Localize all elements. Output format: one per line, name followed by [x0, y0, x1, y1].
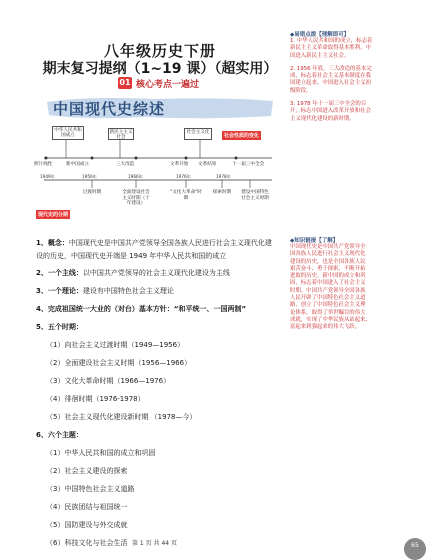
tl-phase: 照片线性 [34, 162, 53, 167]
sidebar-line: 建设的历史，也是全国各族人民 [290, 258, 366, 265]
tl-year: 1976年 [176, 174, 191, 179]
sidebar-line: 国进入新民主主义社会。 [290, 52, 350, 59]
tl-year: 1949年 [40, 174, 55, 179]
sidebar-line: 1. 中华人民共和国的成立，标志着 [290, 38, 373, 44]
banner-title: 中国现代史综述 [53, 100, 166, 118]
tl-period: 建设中国特色社会主义时期 [241, 190, 269, 201]
section-badge [118, 76, 199, 90]
tl-period: "文化大革命"时期 [170, 190, 202, 201]
tl-phase: 十一届三中全会 [232, 162, 265, 167]
sidebar-knowledge-heading: ◆知识链接【了解】 [290, 238, 339, 244]
tl-box-newdem: 新民主主义社会 [109, 129, 133, 140]
sidebar-knowledge [290, 236, 400, 332]
sidebar-line: 成就，实现了中华民族从站起来、 [290, 316, 371, 323]
banner [45, 96, 275, 120]
sidebar-tips-body [290, 38, 400, 123]
outline-line: （5）国防建设与外交成就 [46, 521, 128, 529]
tl-phase: 三大改造 [116, 162, 135, 167]
outline-line: （3）文化大革命时期（1966—1976） [46, 377, 171, 385]
tl-box-socialism: 社会主义化 [184, 128, 212, 140]
outline-line: （2）全面建设社会主义时期（1956—1966） [46, 359, 192, 367]
page-subtitle: 期末复习提纲（1~19 课）（超实用） [42, 61, 278, 77]
sidebar-line: 级阶段。 [290, 87, 312, 94]
sidebar-line: 人民开辟了中国特色社会主义道 [290, 295, 366, 302]
outline-line: 2、一个主线：以中国共产党领导的社会主义现代化建设为主线 [36, 269, 230, 277]
outline-line: （3）中国特色社会主义道路 [46, 485, 135, 493]
sidebar-line: 新民主主义革命取得基本胜利，中 [290, 45, 371, 52]
tl-phase: 文革开始 [170, 162, 189, 167]
tl-red-box: 社会性质的变化 [224, 133, 260, 139]
tl-phase: 新中国成立 [66, 162, 89, 167]
sidebar-line: 时期。中国共产党领导全国各族 [290, 287, 366, 294]
outline-line: （5）社会主义现代化建设新时期 （1978—今） [46, 413, 197, 421]
sidebar-line: 2. 1956 年底，三大改造的基本完 [290, 65, 372, 72]
sidebar-line: 中国现代史是中国共产党领导全 [290, 244, 366, 250]
outline-line: （2）社会主义建设的探索 [46, 467, 128, 475]
sidebar-line: 路，创立了中国特色社会主义理 [290, 302, 366, 309]
tl-year: 1978年 [216, 174, 231, 179]
sidebar-line: 富起来到强起来的伟大飞跃。 [290, 324, 361, 331]
sidebar-line: 3. 1978 年十一届三中全会的召 [290, 101, 367, 108]
sidebar-knowledge-body [290, 244, 400, 332]
outline-line: （1）向社会主义过渡时期（1949—1956） [46, 341, 185, 349]
sidebar-line: 主义现代化建设的新时期。 [290, 115, 355, 122]
outline-line: （4）徘徊时期（1976-1978） [46, 395, 145, 403]
outline-line: 6、六个主题： [36, 431, 83, 439]
tl-year: 1966年 [128, 174, 143, 179]
sidebar-line: 开，标志中国进入改革开放和社会 [290, 108, 371, 115]
outline-line: （4）民族团结与祖国统一 [46, 503, 128, 511]
sidebar-line: 艰苦奋斗、勇于探索、不断开拓 [290, 265, 366, 272]
timeline-diagram [36, 124, 276, 222]
outline-line: 设的历史，中国现代史开端是 1949 年中华人民共和国的成立 [36, 252, 227, 260]
tl-phase: 文革结束 [198, 162, 217, 167]
sidebar-line: 进取的历史。新中国的成立和巩 [290, 273, 366, 280]
sidebar-line: 成，标志着社会主义基本制度在我 [290, 73, 371, 80]
tl-box-prc: 中华人民共和国成立 [52, 126, 84, 140]
tl-year: 1956年 [82, 174, 97, 179]
tl-periodization-label: 现代史的分期 [38, 212, 69, 218]
outline-line: 5、五个时期： [36, 323, 83, 331]
section-label: 核心考点一遍过 [136, 79, 200, 90]
outline-line: 3、一个理论：建设有中国特色社会主义理论 [36, 287, 174, 295]
tl-period: 探索时期 [212, 190, 232, 195]
page-title: 八年级历史下册 [103, 42, 216, 60]
outline-line: 4、完成祖国统一大业的（对台）基本方针：“和平统一、一国两制” [36, 305, 247, 313]
sidebar-tips-heading: ◆易错点拨【理解即可】 [290, 32, 350, 38]
tl-period: 过渡时期 [82, 190, 102, 195]
outline-line: 1、概念：中国现代史是中国共产党领导全国各族人民进行社会主义现代化建 [36, 239, 272, 247]
outline-line: （1）中华人民共和国的成立和巩固 [46, 449, 156, 457]
outline-line: （6）科技文化与社会生活 [46, 539, 128, 547]
sidebar-tips [290, 30, 400, 123]
section-number: 01 [119, 78, 131, 87]
sidebar-line: 国建立起来，中国进入社会主义初 [290, 80, 371, 87]
sidebar-line: 论体系，取得了举世瞩目的伟大 [290, 309, 366, 316]
scroll-badge[interactable]: 65 [404, 538, 426, 560]
sidebar-line: 国各族人民进行社会主义现代化 [290, 251, 366, 258]
tl-period: 全面建设社会主义时期（十年建设） [122, 190, 150, 206]
sidebar-line: 固，标志着中国进入了社会主义 [290, 280, 366, 287]
page-footer: 第 1 页 共 44 页 [132, 540, 177, 547]
